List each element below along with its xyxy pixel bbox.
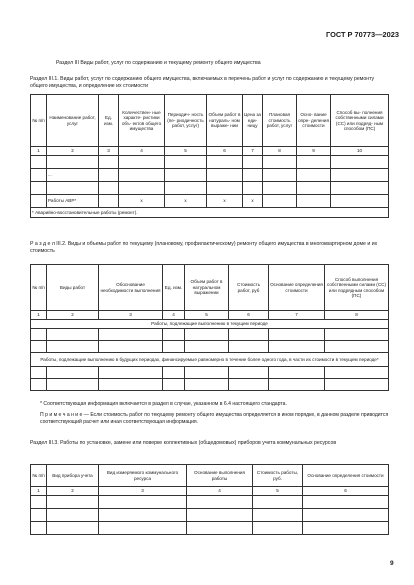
number-cell: 8 [325, 311, 389, 320]
section-3-3-caption: Раздел III.3. Работы по установке, замене или поверке коллективных (общедомовых) приборов учета коммунальных ресурсов [30, 440, 337, 446]
number-cell: 7 [243, 147, 263, 156]
header-cell: Вид прибора учета [47, 465, 99, 487]
header-cell: Наименование работ, услуг [47, 95, 99, 147]
header-cell: Виды работ [47, 265, 99, 311]
table-row [31, 522, 389, 535]
number-cell: 6 [303, 487, 389, 496]
header-cell: Основание определения стоимости [303, 465, 389, 487]
number-cell: 4 [119, 147, 165, 156]
header-cell: Способ выполнения собственными силами (СС) или подрядным способом (ПС) [325, 265, 389, 311]
number-cell: 3 [99, 487, 187, 496]
table-section-3-2 [30, 264, 389, 391]
header-cell: Стоимость работы, руб. [253, 465, 303, 487]
number-cell: 4 [163, 311, 185, 320]
header-cell: № п/п [31, 465, 47, 487]
group-row [31, 353, 389, 367]
header-cell: Обоснование необходимости выполнения [99, 265, 163, 311]
number-cell: 5 [253, 487, 303, 496]
section-3-title: Раздел III Виды работ, услуг по содержанию и текущему ремонту общего имущества [56, 60, 261, 66]
table-row [31, 329, 389, 341]
table-3-2-footnote: * Соответствующая информация включается в раздел в случае, указанном в 6.4 настоящего стандарта. [40, 401, 287, 407]
number-cell: 1 [31, 311, 47, 320]
header-cell: Плановая стоимость работ, услуг [263, 95, 297, 147]
header-cell: Способ вы- полнения собственными силами (СС) или подряд- ным способом (ПС) [331, 95, 389, 147]
number-cell: 3 [99, 147, 119, 156]
number-cell: 8 [263, 147, 297, 156]
ellipsis-cell: ... [47, 169, 99, 182]
number-cell: 3 [99, 311, 163, 320]
x-mark: x [119, 195, 165, 208]
group-label-future-periods: Работы, подлежащие выполнению в будущих периодах, финансируемые равномерно в течение более одного года, в части их стоимости в текущем периоде* [31, 353, 389, 367]
header-cell: Ед. изм. [163, 265, 185, 311]
table-section-3-1 [30, 94, 389, 218]
number-cell: 6 [207, 147, 243, 156]
number-cell: 5 [185, 311, 229, 320]
header-cell: № п/п [31, 265, 47, 311]
column-number-row [31, 487, 389, 496]
section-3-2-caption: Р а з д е л III.2. Виды и объемы работ по текущему (плановому, профилактическому) ремонту общего имущества в многоквартирном доме и их стоимость [30, 241, 378, 255]
number-cell: 1 [31, 147, 47, 156]
header-cell: № п/п [31, 95, 47, 147]
table-header-row [31, 265, 389, 311]
table-row [31, 367, 389, 379]
number-cell: 5 [165, 147, 207, 156]
group-row [31, 320, 389, 329]
number-cell: 1 [31, 487, 47, 496]
header-cell: Основание выполнения работы [187, 465, 253, 487]
header-cell: Объем работ в натураль- ном выраже- нии [207, 95, 243, 147]
table-header-row [31, 95, 389, 147]
header-cell: Периодич- ность (пе- риодичность работ, услуг) [165, 95, 207, 147]
table-row [31, 182, 389, 195]
table-header-row [31, 465, 389, 487]
table-row-emergency-works [31, 195, 389, 208]
header-cell: Ед. изм. [99, 95, 119, 147]
table-row [31, 156, 389, 169]
group-label-current-period: Работы, подлежащие выполнению в текущем периоде [31, 320, 389, 329]
header-cell: Количествен- ные характе- ристики объ- ектов общего имущества [119, 95, 165, 147]
table-row [31, 169, 389, 182]
x-mark: x [207, 195, 243, 208]
table-row [31, 496, 389, 509]
number-cell: 6 [229, 311, 269, 320]
number-cell: 2 [47, 311, 99, 320]
table-section-3-3 [30, 464, 389, 535]
number-cell: 2 [47, 147, 99, 156]
header-cell: Стоимость работ, руб [229, 265, 269, 311]
section-3-1-caption: Раздел III.1. Виды работ, услуг по содержанию общего имущества, включаемых в перечень работ и услуг по содержанию и текущему ремонту общего имущества, и определение их стоимости [30, 76, 375, 90]
number-cell: 10 [331, 147, 389, 156]
column-number-row [31, 311, 389, 320]
number-cell: 4 [187, 487, 253, 496]
x-mark: x [165, 195, 207, 208]
header-cell: Объем работ в натуральном выражении [185, 265, 229, 311]
table-row [31, 341, 389, 353]
table-row [31, 509, 389, 522]
x-mark: x [243, 195, 263, 208]
number-cell: 2 [47, 487, 99, 496]
emergency-works-label: Работы АВР* [47, 195, 99, 208]
header-cell: Осно- вание опре- деления стоимости [297, 95, 331, 147]
note-label: П р и м е ч а н и е — [40, 412, 89, 418]
number-cell: 7 [269, 311, 325, 320]
column-number-row [31, 147, 389, 156]
header-cell: Цена за еди- ницу [243, 95, 263, 147]
number-cell: 9 [297, 147, 331, 156]
document-code: ГОСТ Р 70773—2023 [326, 30, 399, 39]
header-cell: Вид измеряемого коммунального ресурса [99, 465, 187, 487]
table-footnote: * Аварийно-восстановительные работы (ремонт). [31, 208, 389, 218]
page-number: 9 [390, 560, 394, 567]
table-row [31, 379, 389, 391]
header-cell: Основание определения стоимости [269, 265, 325, 311]
footnote-row [31, 208, 389, 218]
note-paragraph [40, 412, 390, 426]
note-text: Если стоимость работ по текущему ремонту общего имущества определяется в ином порядке, в данном разделе приводится соответствующий расчет или иная соответствующая информация. [40, 412, 389, 426]
